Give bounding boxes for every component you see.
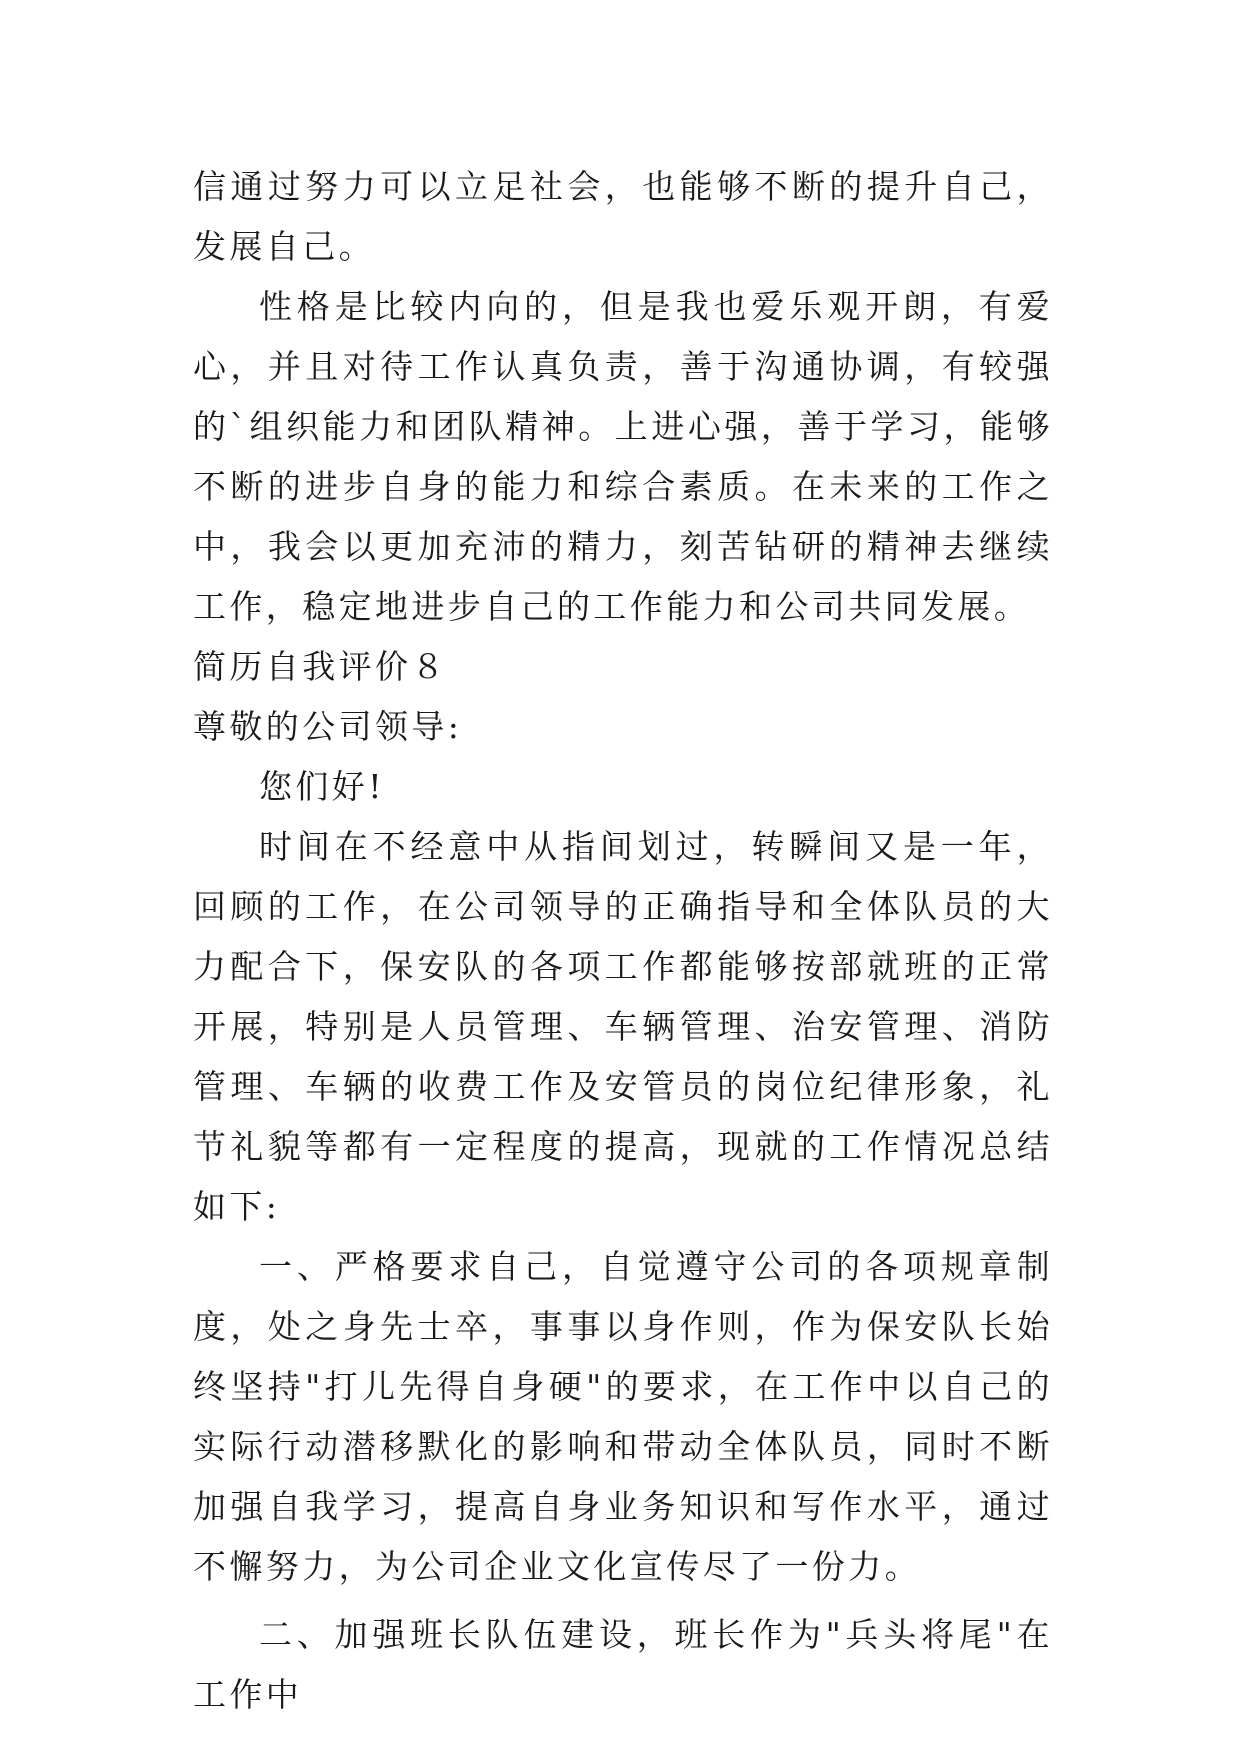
paragraph-continuation: 信通过努力可以立足社会，也能够不断的提升自己，发展自己。 [193, 167, 1053, 266]
section-heading: 简历自我评价８ [193, 647, 448, 686]
document-body [193, 157, 1053, 1725]
paragraph-point-two: 二、加强班长队伍建设，班长作为"兵头将尾"在工作中 [193, 1615, 1053, 1714]
paragraph-point-one: 一、严格要求自己，自觉遵守公司的各项规章制度，处之身先士卒，事事以身作则，作为保安队长始终坚持"打儿先得自身硬"的要求，在工作中以自己的实际行动潜移默化的影响和带动全体队员，同时不断加强自我学习，提高自身业务知识和写作水平，通过不懈努力，为公司企业文化宣传尽了一份力。 [193, 1247, 1053, 1586]
letter-greeting: 您们好! [259, 767, 385, 806]
paragraph-review: 时间在不经意中从指间划过，转瞬间又是一年，回顾的工作，在公司领导的正确指导和全体队员的大力配合下，保安队的各项工作都能够按部就班的正常开展，特别是人员管理、车辆管理、治安管理、消防管理、车辆的收费工作及安管员的岗位纪律形象，礼节礼貌等都有一定程度的提高，现就的工作情况总结如下: [193, 827, 1053, 1226]
letter-salutation: 尊敬的公司领导: [193, 707, 463, 746]
paragraph-personality: 性格是比较内向的，但是我也爱乐观开朗，有爱心，并且对待工作认真负责，善于沟通协调，有较强的`组织能力和团队精神。上进心强，善于学习，能够不断的进步自身的能力和综合素质。在未来的工作之中，我会以更加充沛的精力，刻苦钻研的精神去继续工作，稳定地进步自己的工作能力和公司共同发展。 [193, 287, 1053, 626]
